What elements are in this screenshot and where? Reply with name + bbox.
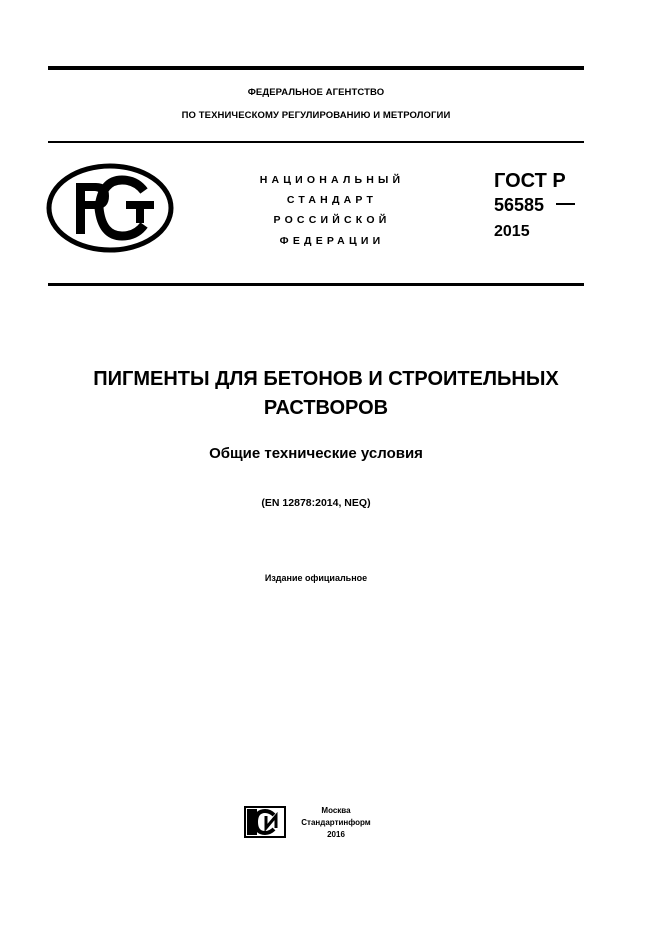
gost-title: ГОСТ Р (494, 170, 566, 192)
agency-line-2: ПО ТЕХНИЧЕСКОМУ РЕГУЛИРОВАНИЮ И МЕТРОЛОГИИ (181, 110, 451, 121)
national-standard-line-3: РОССИЙСКОЙ (273, 214, 391, 226)
publisher-name: Стандартинформ (301, 818, 371, 827)
standartinform-logo-icon (244, 806, 286, 838)
gost-year: 2015 (494, 223, 530, 240)
agency-line-1: ФЕДЕРАЛЬНОЕ АГЕНТСТВО (247, 87, 385, 98)
national-standard-line-4: ФЕДЕРАЦИИ (279, 235, 385, 247)
edition-label: Издание официальное (264, 573, 368, 583)
publisher-city: Москва (321, 806, 351, 815)
bottom-divider (48, 283, 584, 286)
publisher-year: 2016 (327, 830, 345, 839)
document-subtitle: Общие технические условия (209, 445, 423, 462)
national-standard-line-2: СТАНДАРТ (286, 194, 378, 206)
gost-number: 56585 (494, 195, 545, 215)
middle-divider (48, 141, 584, 143)
top-divider (48, 66, 584, 70)
document-title: ПИГМЕНТЫ ДЛЯ БЕТОНОВ И СТРОИТЕЛЬНЫХ РАСТВОРОВ (93, 368, 559, 419)
document-reference: (EN 12878:2014, NEQ) (261, 497, 371, 509)
gost-dash (556, 203, 575, 205)
national-standard-line-1: НАЦИОНАЛЬНЫЙ (259, 174, 405, 186)
rst-logo-icon (46, 163, 174, 253)
